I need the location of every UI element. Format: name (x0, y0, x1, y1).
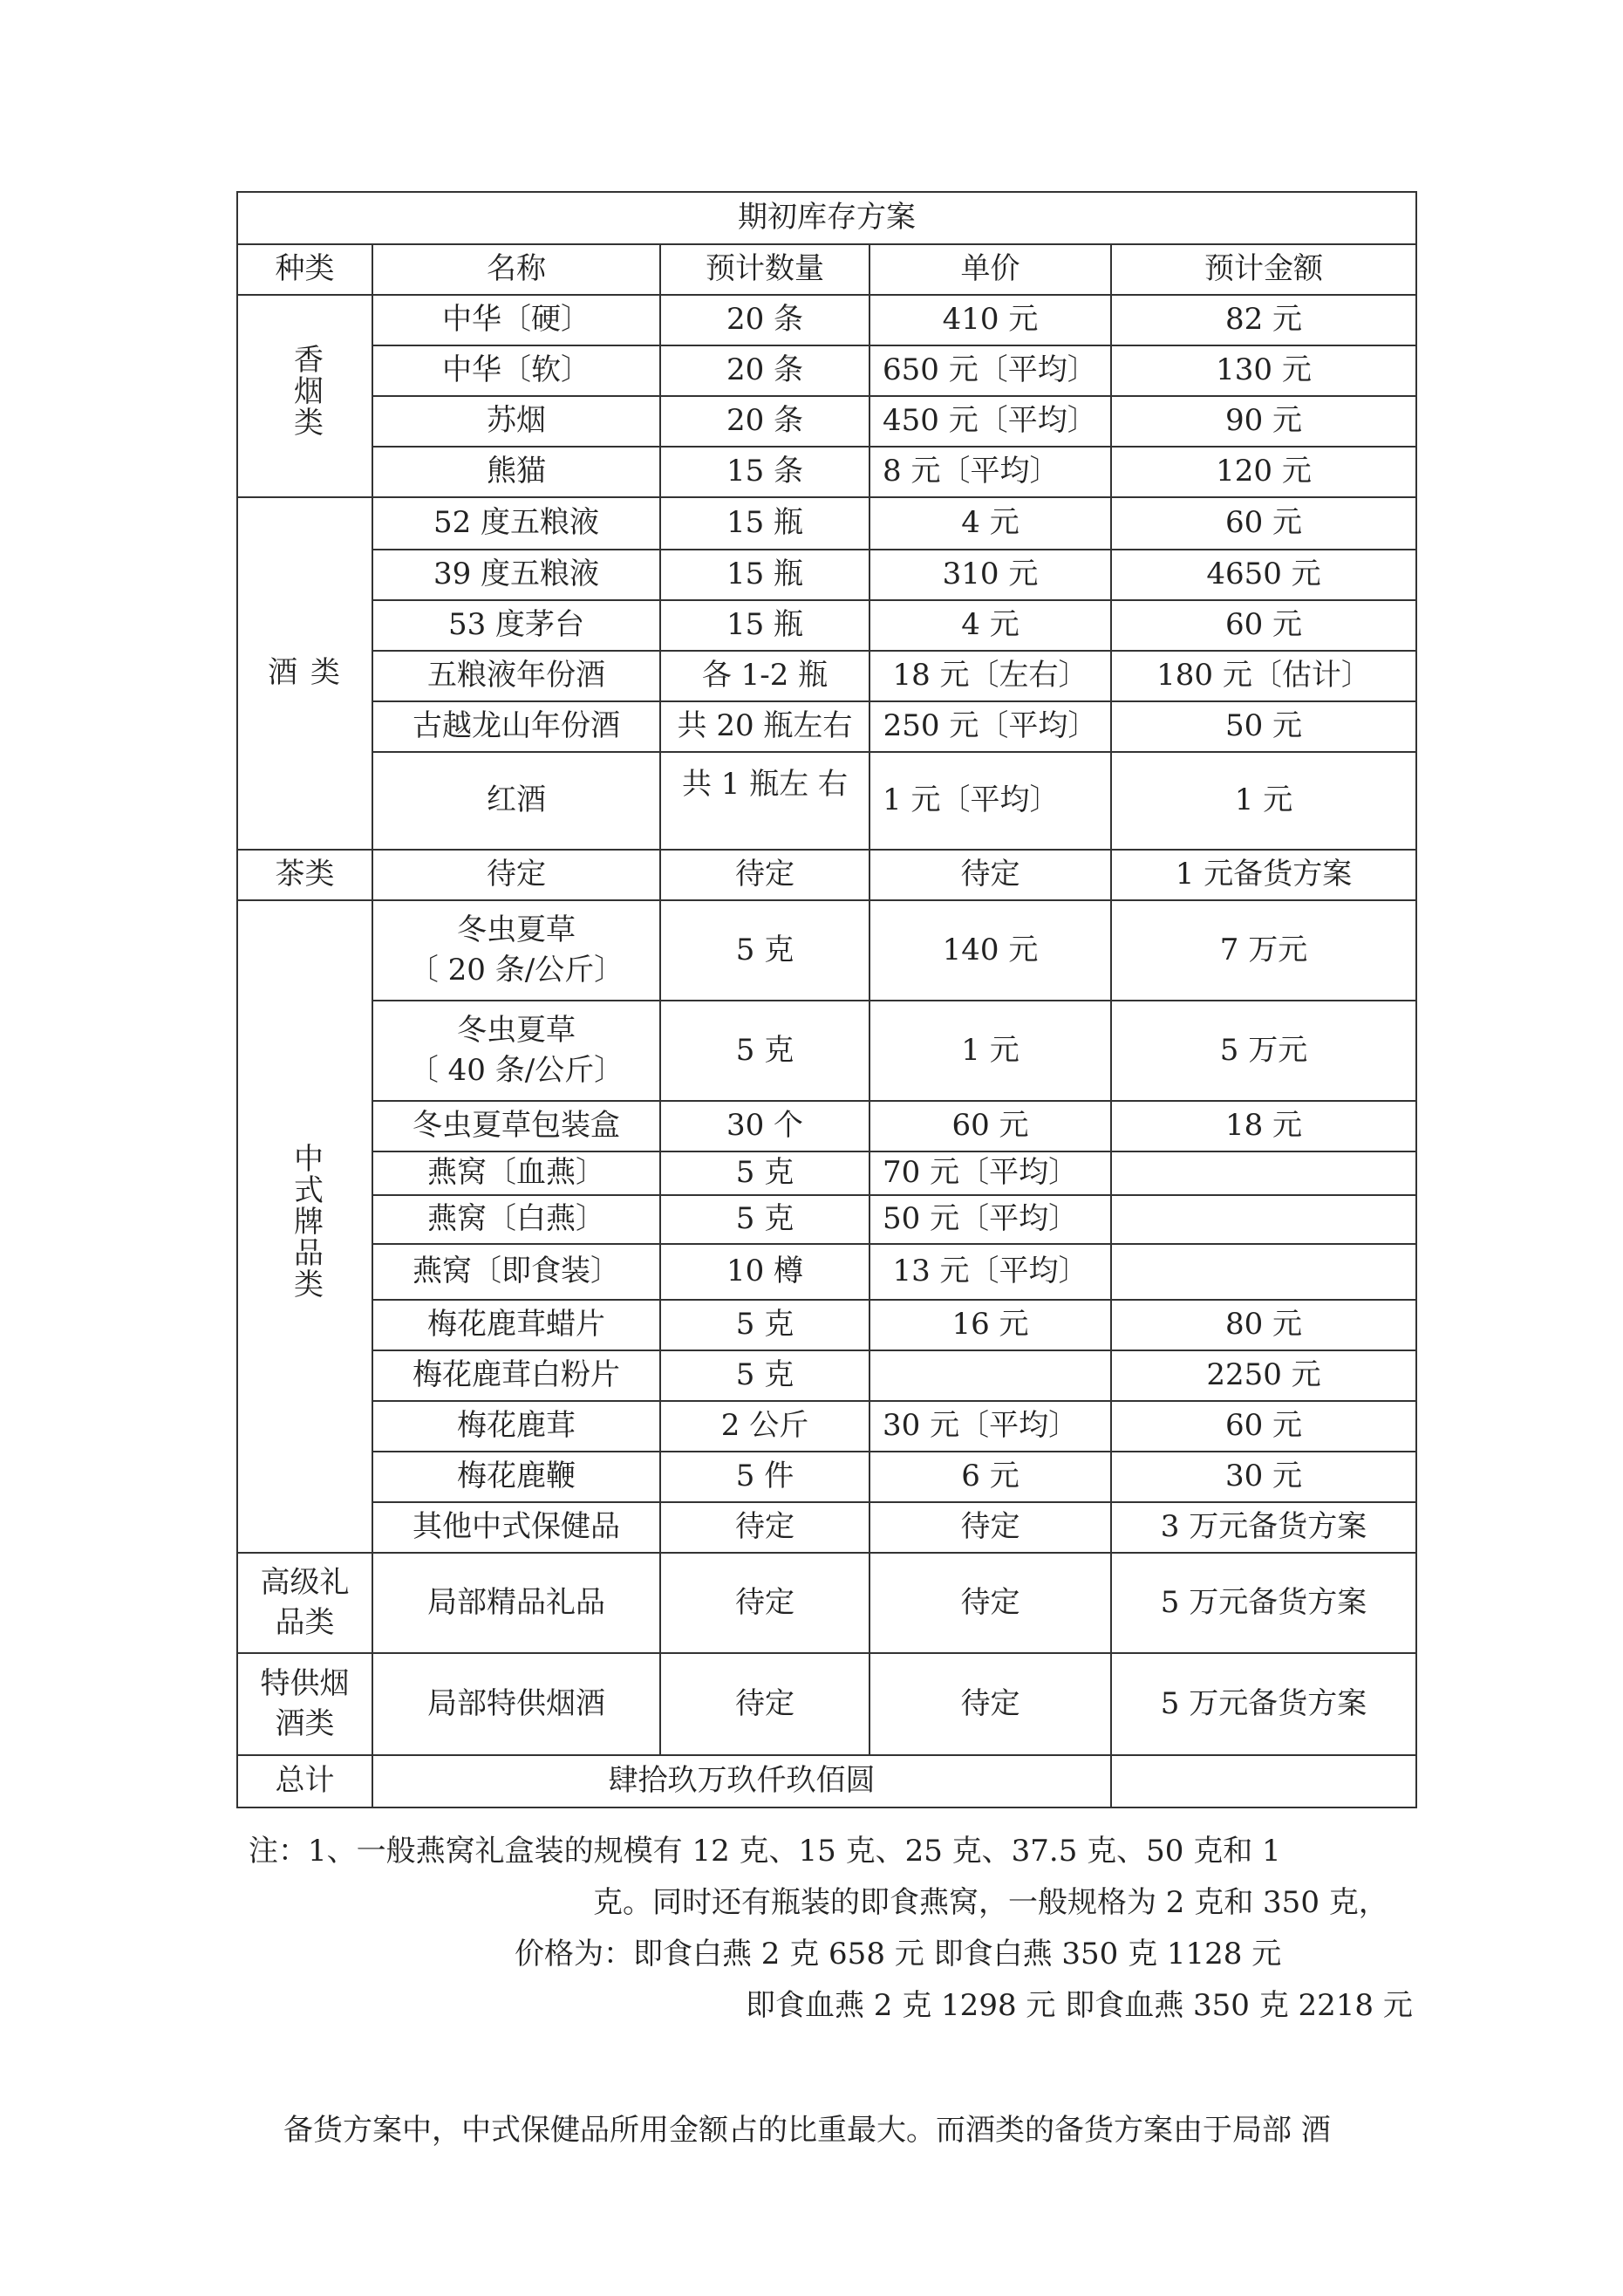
item-name-line1: 冬虫夏草 (457, 1012, 576, 1048)
item-quantity: 20 条 (660, 396, 869, 447)
table-row (237, 1452, 1416, 1502)
item-amount (1111, 1151, 1416, 1195)
item-price (869, 1350, 1111, 1401)
note-line-2: 克。同时还有瓶装的即食燕窝，一般规格为 2 克和 350 克， (593, 1885, 1388, 1920)
category-chinese-label: 中式牌品类 (288, 1142, 324, 1300)
item-amount (1111, 1244, 1416, 1300)
total-row (237, 1755, 1416, 1807)
item-amount: 82 元 (1111, 295, 1416, 345)
table-row (237, 497, 1416, 550)
table-row (237, 1244, 1416, 1300)
item-quantity: 待定 (660, 850, 869, 900)
item-amount: 18 元 (1111, 1101, 1416, 1151)
item-name: 红酒 (372, 752, 660, 850)
item-amount: 2250 元 (1111, 1350, 1416, 1401)
table-row (237, 651, 1416, 701)
item-amount: 60 元 (1111, 600, 1416, 651)
item-amount: 60 元 (1111, 497, 1416, 550)
category-chinese (237, 900, 372, 1553)
item-quantity: 待定 (660, 1502, 869, 1553)
item-price: 4 元 (869, 497, 1111, 550)
table-row (237, 1653, 1416, 1755)
total-label: 总计 (237, 1755, 372, 1807)
table-row (237, 295, 1416, 345)
item-quantity: 2 公斤 (660, 1401, 869, 1452)
item-name: 梅花鹿茸蜡片 (372, 1300, 660, 1350)
item-price: 8 元〔平均〕 (869, 447, 1111, 497)
header-amount: 预计金额 (1111, 244, 1416, 295)
item-amount: 5 万元 (1111, 1001, 1416, 1101)
item-price: 待定 (869, 1553, 1111, 1653)
item-name: 39 度五粮液 (372, 550, 660, 600)
item-name: 熊猫 (372, 447, 660, 497)
item-amount (1111, 1195, 1416, 1244)
item-name (372, 900, 660, 1001)
item-price: 6 元 (869, 1452, 1111, 1502)
item-price: 450 元〔平均〕 (869, 396, 1111, 447)
item-quantity: 10 樽 (660, 1244, 869, 1300)
table-row (237, 396, 1416, 447)
item-name: 燕窝〔白燕〕 (372, 1195, 660, 1244)
note-line-1: 注：1、一般燕窝礼盒装的规模有 12 克、15 克、25 克、37.5 克、50 克和 1 (249, 1834, 1281, 1869)
item-name: 中华〔硬〕 (372, 295, 660, 345)
item-name: 燕窝〔血燕〕 (372, 1151, 660, 1195)
category-special-line1: 特供烟 (260, 1665, 350, 1701)
table-row (237, 1502, 1416, 1553)
item-price: 60 元 (869, 1101, 1111, 1151)
item-name-line2: 〔 40 条/公斤〕 (408, 1052, 624, 1088)
item-quantity: 5 克 (660, 1350, 869, 1401)
item-name: 梅花鹿茸白粉片 (372, 1350, 660, 1401)
header-quantity: 预计数量 (660, 244, 869, 295)
header-name: 名称 (372, 244, 660, 295)
item-amount: 60 元 (1111, 1401, 1416, 1452)
table-row (237, 752, 1416, 850)
item-name: 中华〔软〕 (372, 345, 660, 396)
body-paragraph: 备货方案中，中式保健品所用金额占的比重最大。而酒类的备货方案由于局部 酒 (283, 2113, 1331, 2148)
item-quantity: 15 瓶 (660, 550, 869, 600)
table-row (237, 447, 1416, 497)
category-special-line2: 酒类 (275, 1705, 335, 1741)
item-name: 局部精品礼品 (372, 1553, 660, 1653)
item-quantity: 各 1-2 瓶 (660, 651, 869, 701)
item-amount: 5 万元备货方案 (1111, 1553, 1416, 1653)
item-amount: 80 元 (1111, 1300, 1416, 1350)
table-row (237, 550, 1416, 600)
item-price: 30 元〔平均〕 (869, 1401, 1111, 1452)
item-amount: 90 元 (1111, 396, 1416, 447)
table-row (237, 1553, 1416, 1653)
item-price: 待定 (869, 1502, 1111, 1553)
item-name-line1: 冬虫夏草 (457, 912, 576, 947)
item-name: 局部特供烟酒 (372, 1653, 660, 1755)
item-price: 650 元〔平均〕 (869, 345, 1111, 396)
table-row (237, 1300, 1416, 1350)
item-quantity: 5 克 (660, 1300, 869, 1350)
item-price: 4 元 (869, 600, 1111, 651)
table-row (237, 1350, 1416, 1401)
item-amount: 5 万元备货方案 (1111, 1653, 1416, 1755)
item-name: 其他中式保健品 (372, 1502, 660, 1553)
table-row (237, 1195, 1416, 1244)
item-name: 古越龙山年份酒 (372, 701, 660, 752)
category-gifts-line2: 品类 (275, 1604, 335, 1640)
category-special (237, 1653, 372, 1755)
item-quantity: 共 1 瓶左 右 (660, 752, 869, 850)
item-amount: 50 元 (1111, 701, 1416, 752)
item-amount: 7 万元 (1111, 900, 1416, 1001)
table-title: 期初库存方案 (237, 192, 1416, 244)
item-price: 1 元 (869, 1001, 1111, 1101)
item-price: 50 元〔平均〕 (869, 1195, 1111, 1244)
item-quantity: 5 克 (660, 1001, 869, 1101)
table-row (237, 345, 1416, 396)
header-category: 种类 (237, 244, 372, 295)
item-price: 待定 (869, 850, 1111, 900)
item-quantity: 15 瓶 (660, 497, 869, 550)
item-amount: 30 元 (1111, 1452, 1416, 1502)
table-title-row (237, 192, 1416, 244)
item-amount: 1 元 (1111, 752, 1416, 850)
item-price: 18 元〔左右〕 (869, 651, 1111, 701)
item-quantity: 30 个 (660, 1101, 869, 1151)
category-cigarettes-label: 香烟类 (288, 343, 324, 438)
item-price: 1 元〔平均〕 (869, 752, 1111, 850)
item-price: 410 元 (869, 295, 1111, 345)
category-gifts (237, 1553, 372, 1653)
inventory-table (236, 191, 1417, 1808)
item-name: 53 度茅台 (372, 600, 660, 651)
item-amount: 130 元 (1111, 345, 1416, 396)
total-empty-cell (1111, 1755, 1416, 1807)
item-quantity: 15 条 (660, 447, 869, 497)
item-price: 待定 (869, 1653, 1111, 1755)
item-quantity: 5 件 (660, 1452, 869, 1502)
table-row (237, 1101, 1416, 1151)
total-value: 肆拾玖万玖仟玖佰圆 (372, 1755, 1111, 1807)
item-price: 70 元〔平均〕 (869, 1151, 1111, 1195)
item-amount: 180 元〔估计〕 (1111, 651, 1416, 701)
table-row (237, 701, 1416, 752)
item-amount: 4650 元 (1111, 550, 1416, 600)
table-row (237, 900, 1416, 1001)
header-row (237, 244, 1416, 295)
item-amount: 1 元备货方案 (1111, 850, 1416, 900)
item-quantity: 15 瓶 (660, 600, 869, 651)
category-tea: 茶类 (237, 850, 372, 900)
table-row (237, 1151, 1416, 1195)
item-amount: 3 万元备货方案 (1111, 1502, 1416, 1553)
item-price: 250 元〔平均〕 (869, 701, 1111, 752)
item-quantity: 待定 (660, 1653, 869, 1755)
item-quantity: 5 克 (660, 1195, 869, 1244)
item-price: 310 元 (869, 550, 1111, 600)
item-amount: 120 元 (1111, 447, 1416, 497)
item-name: 待定 (372, 850, 660, 900)
item-quantity: 5 克 (660, 900, 869, 1001)
item-quantity: 20 条 (660, 345, 869, 396)
table-row (237, 1001, 1416, 1101)
item-name: 52 度五粮液 (372, 497, 660, 550)
item-name: 五粮液年份酒 (372, 651, 660, 701)
item-name: 冬虫夏草包装盒 (372, 1101, 660, 1151)
category-liquor: 酒 类 (237, 497, 372, 850)
item-price: 16 元 (869, 1300, 1111, 1350)
item-quantity: 待定 (660, 1553, 869, 1653)
header-unit-price: 单价 (869, 244, 1111, 295)
item-name (372, 1001, 660, 1101)
item-name: 燕窝〔即食装〕 (372, 1244, 660, 1300)
item-price: 140 元 (869, 900, 1111, 1001)
item-name: 梅花鹿鞭 (372, 1452, 660, 1502)
table-row (237, 1401, 1416, 1452)
note-line-4: 即食血燕 2 克 1298 元 即食血燕 350 克 2218 元 (746, 1988, 1413, 2023)
category-cigarettes (237, 295, 372, 497)
item-name: 梅花鹿茸 (372, 1401, 660, 1452)
note-line-3: 价格为：即食白燕 2 克 658 元 即食白燕 350 克 1128 元 (515, 1937, 1282, 1971)
item-quantity: 20 条 (660, 295, 869, 345)
item-name: 苏烟 (372, 396, 660, 447)
category-gifts-line1: 高级礼 (260, 1564, 350, 1600)
item-price: 13 元〔平均〕 (869, 1244, 1111, 1300)
item-quantity: 5 克 (660, 1151, 869, 1195)
table-row (237, 850, 1416, 900)
item-quantity: 共 20 瓶左右 (660, 701, 869, 752)
item-name-line2: 〔 20 条/公斤〕 (408, 952, 624, 987)
table-row (237, 600, 1416, 651)
